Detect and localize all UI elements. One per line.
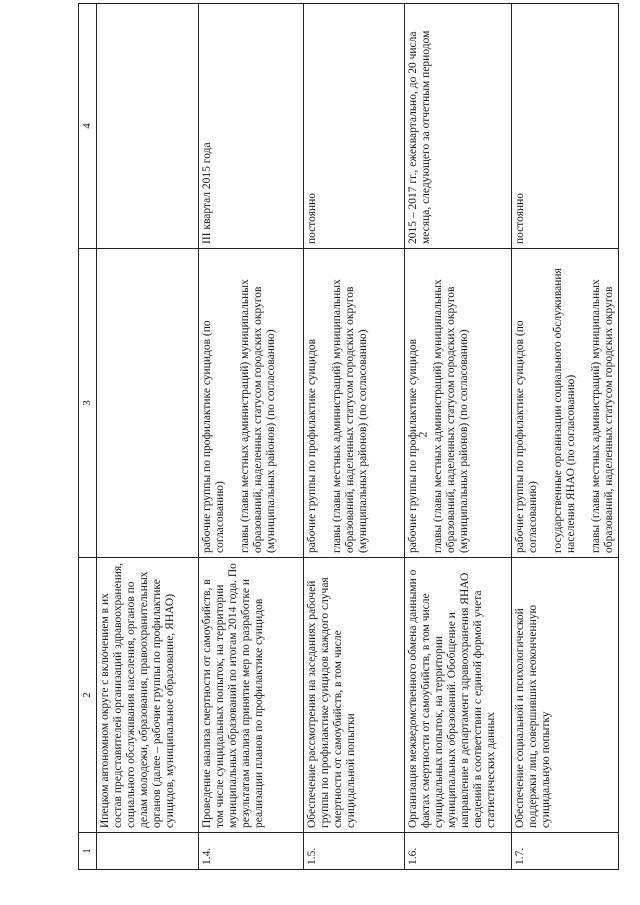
executor-item: главы (главы местных администраций) муниципальных образований, наделенных статусом городских округов (муниципальных районов) (по согласованию) xyxy=(239,279,277,553)
row-deadline: 2015 – 2017 гг., ежеквартально, до 20 числа месяца, следующего за отчетным периодом xyxy=(405,4,512,249)
table-row xyxy=(512,4,619,870)
row-executors xyxy=(199,249,304,558)
header-col-4: 4 xyxy=(79,4,97,249)
executor-item: главы (главы местных администраций) муниципальных образований, наделенных статусом городских округов xyxy=(590,279,615,553)
header-col-3: 3 xyxy=(79,249,97,558)
row-deadline: постоянно xyxy=(512,4,619,249)
executor-item: государственные организации социального обслуживания населения ЯНАО (по согласованию) xyxy=(552,268,577,553)
executor-item: главы (главы местных администраций) муниципальных образований, наделенных статусом городских округов (муниципальных районов) (по согласованию) xyxy=(331,279,369,553)
row-executors xyxy=(512,249,619,558)
row-deadline: постоянно xyxy=(304,4,405,249)
row-executors xyxy=(97,249,199,558)
row-activity: Обеспечение социальной и психологической поддержки лиц, совершивших неоконченную суицидальную попытку xyxy=(512,558,619,833)
row-executors xyxy=(405,249,512,558)
row-deadline xyxy=(97,4,199,249)
row-activity: Ипецком автономном округе с включением в их состав представителей организаций здравоохранения, социального обслуживания населения, органов по делам молодежи, образования, правоохранительных органов (далее – рабочие группы по профилактике суицидов, муниципальное образование, ЯНАО) xyxy=(97,558,199,833)
executor-item: рабочие группы по профилактике суицидов (по согласованию) xyxy=(201,320,226,553)
executor-item: рабочие группы по профилактике суицидов xyxy=(407,338,419,553)
row-deadline: III квартал 2015 года xyxy=(199,4,304,249)
row-number: 1.7. xyxy=(512,833,619,870)
row-activity: Обеспечение рассмотрения на заседаниях рабочей группы по профилактике суицидов каждого случая смертности от самоубийств, в том числе суицидальной попытки xyxy=(304,558,405,833)
table-row xyxy=(405,4,512,870)
row-activity: Организация межведомственного обмена данными о фактах смертности от самоубийств, в том числе суицидальных попыток, на территории муниципальных образований. Обобщение и направление в департамент здравоохранения ЯНАО сведений в соответствии с единой формой учета статистических данных xyxy=(405,558,512,833)
table-row xyxy=(97,4,199,870)
page-number: 2 xyxy=(415,431,430,438)
row-number: 1.6. xyxy=(405,833,512,870)
row-number: 1.5. xyxy=(304,833,405,870)
row-number: 1.4. xyxy=(199,833,304,870)
table-wrapper xyxy=(78,30,615,870)
executor-item: рабочие группы по профилактике суицидов xyxy=(306,338,318,553)
executor-item: рабочие группы по профилактике суицидов (по согласованию) xyxy=(514,320,539,553)
executor-item: главы (главы местных администраций) муниципальных образований, наделенных статусом городских округов (муниципальных районов) (по согласованию) xyxy=(432,279,470,553)
row-number xyxy=(97,833,199,870)
row-executors xyxy=(304,249,405,558)
table-row xyxy=(304,4,405,870)
row-activity: Проведение анализа смертности от самоубийств, в том числе суицидальных попыток, на территории муниципальных образований по итогам 2014 года. По результатам анализа принятие мер по разработке и реализации планов по профилактике суицидов xyxy=(199,558,304,833)
plan-table xyxy=(78,3,619,870)
table-header-row xyxy=(79,4,97,870)
header-col-2: 2 xyxy=(79,558,97,833)
header-col-1: 1 xyxy=(79,833,97,870)
table-row xyxy=(199,4,304,870)
